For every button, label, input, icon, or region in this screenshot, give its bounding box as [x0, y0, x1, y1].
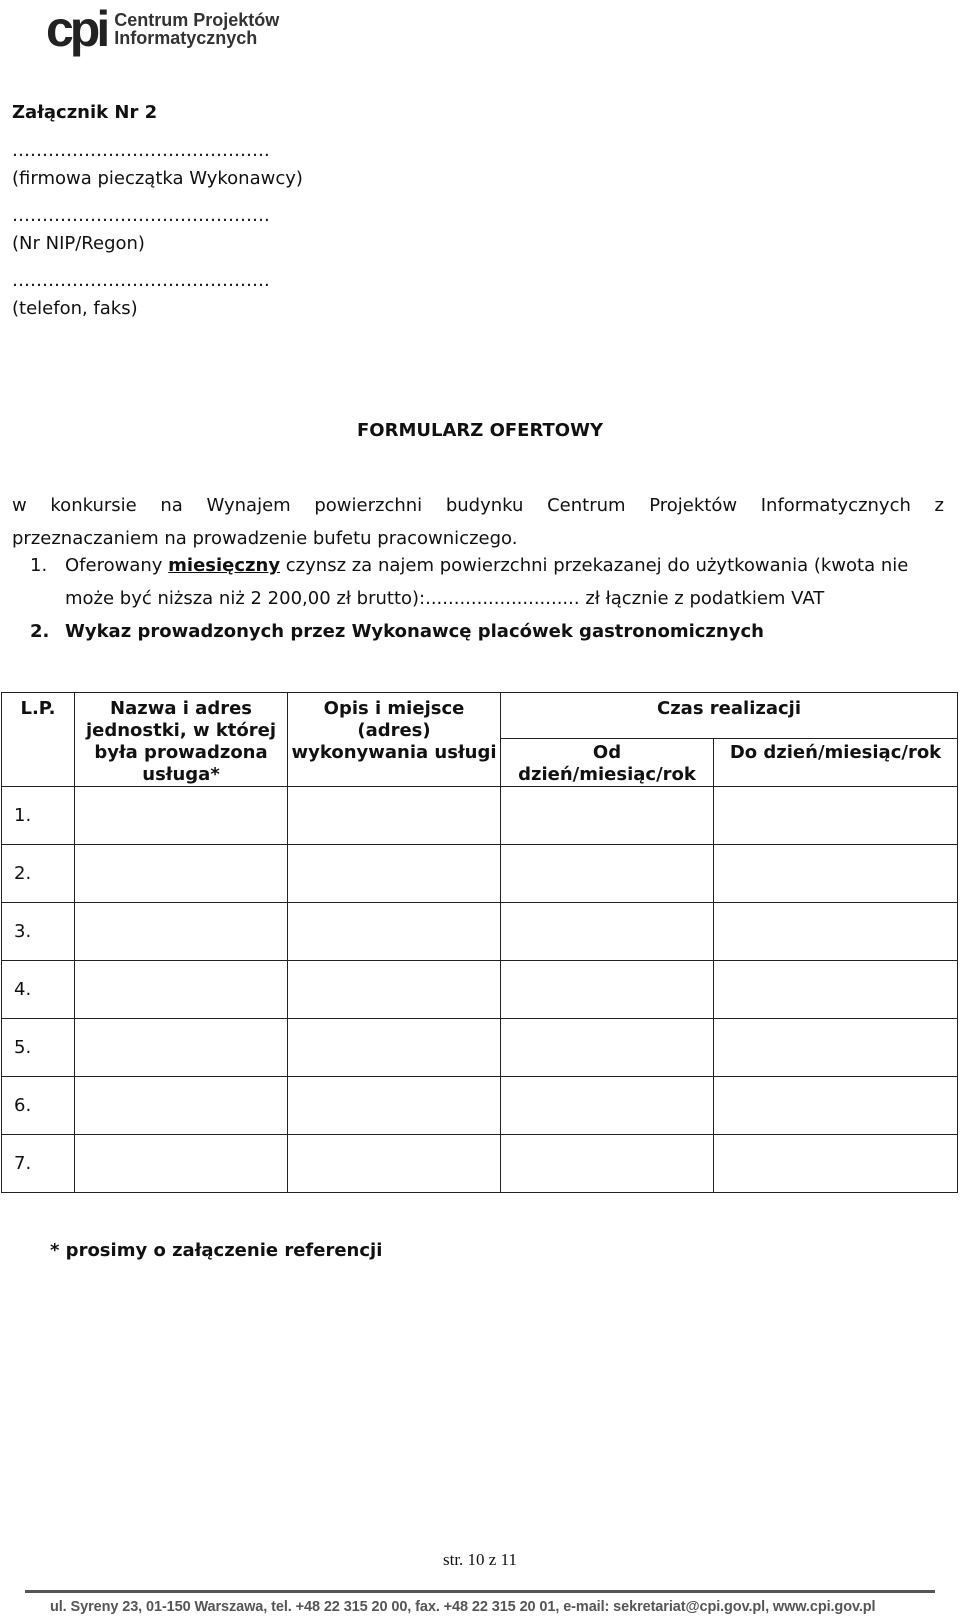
- cell-from: [501, 1019, 714, 1077]
- item-1-text-after: czynsz za najem powierzchni przekazanej do użytkowania (kwota nie: [280, 555, 909, 576]
- cell-name: [75, 961, 288, 1019]
- stamp-label: (firmowa pieczątka Wykonawcy): [12, 168, 303, 189]
- row-number: 3.: [2, 903, 75, 961]
- header-lp: L.P.: [2, 693, 75, 787]
- footer-contact: ul. Syreny 23, 01-150 Warszawa, tel. +48 22 315 20 00, fax. +48 22 315 20 01, e-mail: sekretariat@cpi.gov.pl, www.cpi.gov.pl: [50, 1599, 876, 1615]
- intro-line-2: przeznaczaniem na prowadzenie bufetu pracowniczego.: [12, 528, 518, 549]
- row-number: 1.: [2, 787, 75, 845]
- item-1-line-2: może być niższa niż 2 200,00 zł brutto):........................... zł łącznie z podatkiem VAT: [65, 588, 825, 609]
- table-row: [2, 961, 958, 1019]
- table-row: [2, 1077, 958, 1135]
- cell-desc: [288, 961, 501, 1019]
- cell-desc: [288, 787, 501, 845]
- cell-name: [75, 1135, 288, 1193]
- item-1-line-1: [65, 555, 944, 577]
- cell-desc: [288, 1019, 501, 1077]
- header-from: Od dzień/miesiąc/rok: [501, 739, 714, 787]
- row-number: 2.: [2, 845, 75, 903]
- cell-from: [501, 903, 714, 961]
- row-number: 7.: [2, 1135, 75, 1193]
- stamp-dots: …………………………………….: [12, 140, 270, 161]
- cell-to: [714, 903, 958, 961]
- header-time: Czas realizacji: [501, 693, 958, 739]
- row-number: 4.: [2, 961, 75, 1019]
- logo-wordmark: [114, 11, 279, 47]
- intro-paragraph: [12, 489, 944, 555]
- cell-from: [501, 961, 714, 1019]
- table-row: [2, 1019, 958, 1077]
- header-to: Do dzień/miesiąc/rok: [714, 739, 958, 787]
- item-1-underlined: miesięczny: [168, 555, 281, 576]
- cell-name: [75, 845, 288, 903]
- facilities-table: [1, 692, 958, 1193]
- item-1-number: 1.: [30, 555, 48, 576]
- nip-label: (Nr NIP/Regon): [12, 233, 145, 254]
- cell-desc: [288, 845, 501, 903]
- table-row: [2, 787, 958, 845]
- header-name: Nazwa i adres jednostki, w której była prowadzona usługa*: [75, 693, 288, 787]
- cell-to: [714, 961, 958, 1019]
- row-number: 5.: [2, 1019, 75, 1077]
- form-title: FORMULARZ OFERTOWY: [357, 420, 603, 441]
- cell-name: [75, 1019, 288, 1077]
- table-row: [2, 845, 958, 903]
- cell-to: [714, 1077, 958, 1135]
- cell-from: [501, 1077, 714, 1135]
- logo-line-1: Centrum Projektów: [114, 10, 280, 30]
- cell-from: [501, 1135, 714, 1193]
- page-number: str. 10 z 11: [443, 1550, 517, 1569]
- cell-from: [501, 845, 714, 903]
- item-1-text-before: Oferowany: [65, 555, 169, 576]
- nip-dots: …………………………………….: [12, 205, 270, 226]
- company-logo: [46, 1, 280, 57]
- item-2-number: 2.: [30, 621, 50, 642]
- phone-dots: …………………………………….: [12, 270, 270, 291]
- references-note: * prosimy o załączenie referencji: [50, 1240, 383, 1261]
- cell-to: [714, 845, 958, 903]
- header-desc: Opis i miejsce (adres) wykonywania usługi: [288, 693, 501, 787]
- intro-line-1: w konkursie na Wynajem powierzchni budynku Centrum Projektów Informatycznych z: [12, 495, 944, 516]
- logo-mark: cpi: [46, 1, 107, 57]
- cell-to: [714, 1135, 958, 1193]
- cell-name: [75, 1077, 288, 1135]
- phone-label: (telefon, faks): [12, 298, 138, 319]
- footer-divider: [25, 1590, 935, 1593]
- cell-desc: [288, 1135, 501, 1193]
- cell-desc: [288, 903, 501, 961]
- item-2-text: Wykaz prowadzonych przez Wykonawcę placówek gastronomicznych: [65, 621, 764, 642]
- cell-desc: [288, 1077, 501, 1135]
- cell-from: [501, 787, 714, 845]
- logo-line-2: Informatycznych: [114, 28, 258, 48]
- annex-label: Załącznik Nr 2: [12, 102, 158, 123]
- row-number: 6.: [2, 1077, 75, 1135]
- cell-name: [75, 903, 288, 961]
- cell-to: [714, 1019, 958, 1077]
- cell-name: [75, 787, 288, 845]
- table-row: [2, 903, 958, 961]
- table-row: [2, 1135, 958, 1193]
- cell-to: [714, 787, 958, 845]
